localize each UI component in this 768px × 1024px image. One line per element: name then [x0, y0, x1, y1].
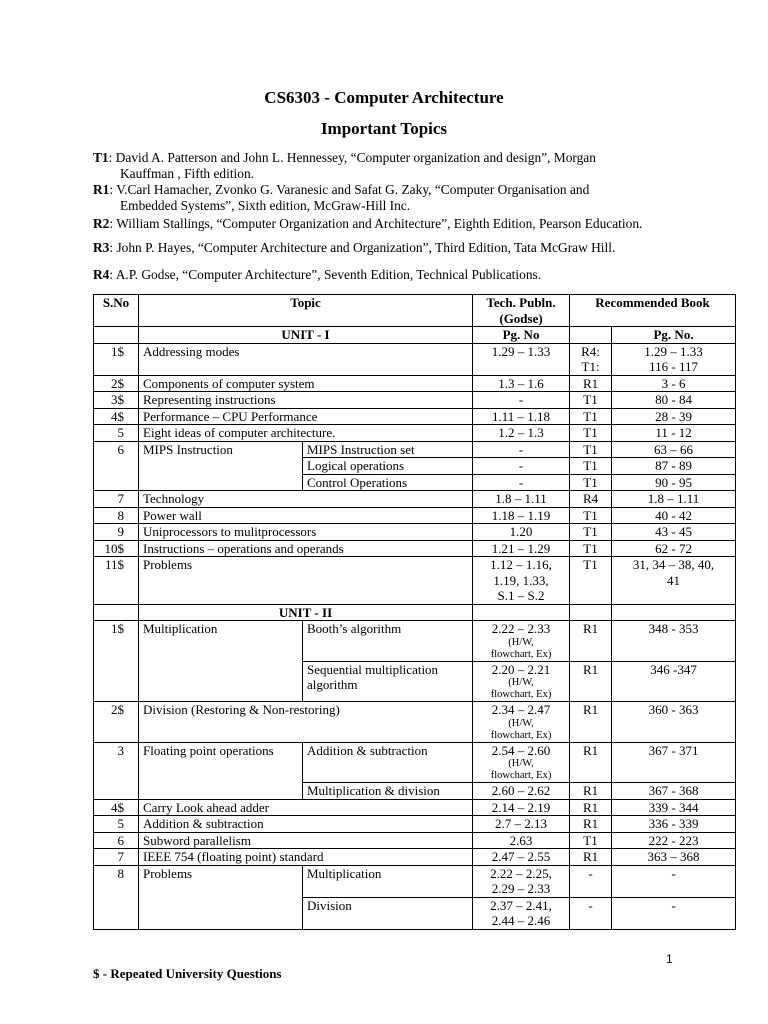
table-row: 5 Eight ideas of computer architecture. 1.2 – 1.3 T1 11 - 12 — [94, 425, 736, 442]
table-row: 6 MIPS Instruction MIPS Instruction set - T1 63 – 66 — [94, 441, 736, 458]
page-number: 1 — [666, 952, 673, 966]
reference-item: R1: V.Carl Hamacher, Zvonko G. Varanesic and Safat G. Zaky, “Computer Organisation and Embedded Systems”, Sixth edition, McGraw-Hill Inc. — [93, 182, 590, 213]
header-topic: Topic — [139, 295, 473, 327]
table-row: 10$ Instructions – operations and operands 1.21 – 1.29 T1 62 - 72 — [94, 540, 736, 557]
table-row: 4$ Carry Look ahead adder 2.14 – 2.19 R1 339 - 344 — [94, 799, 736, 816]
document-subtitle: Important Topics — [320, 119, 448, 138]
table-row: 2$ Components of computer system 1.3 – 1.6 R1 3 - 6 — [94, 375, 736, 392]
reference-item: R4: A.P. Godse, “Computer Architecture”, Seventh Edition, Technical Publications. — [93, 267, 542, 282]
reference-item: R3: John P. Hayes, “Computer Architecture and Organization”, Third Edition, Tata McGraw Hill. — [93, 240, 616, 255]
table-row: 8 Power wall 1.18 – 1.19 T1 40 - 42 — [94, 507, 736, 524]
table-row: 9 Uniprocessors to mulitprocessors 1.20 T1 43 - 45 — [94, 524, 736, 541]
table-row: 2$ Division (Restoring & Non-restoring) 2.34 – 2.47 (H/W, flowchart, Ex) R1 360 - 363 — [94, 702, 736, 743]
header-pg-no: Pg. No — [473, 327, 570, 344]
reference-item: T1: David A. Patterson and John L. Hennessey, “Computer organization and design”, Morgan Kauffman , Fifth edition. — [93, 150, 596, 181]
unit-heading-row — [94, 604, 736, 621]
table-row: Logical operations - T1 87 - 89 — [94, 458, 736, 475]
reference-item: R2: William Stallings, “Computer Organization and Architecture”, Eighth Edition, Pearson Education. — [93, 216, 643, 231]
header-pg-no-2: Pg. No. — [612, 327, 736, 344]
header-tech: Tech. Publn. (Godse) — [473, 295, 570, 327]
unit-2-heading: UNIT - II — [139, 604, 473, 621]
table-row: 7 IEEE 754 (floating point) standard 2.47 – 2.55 R1 363 – 368 — [94, 849, 736, 866]
table-row: 7 Technology 1.8 – 1.11 R4 1.8 – 1.11 — [94, 491, 736, 508]
table-row: Multiplication & division 2.60 – 2.62 R1 367 - 368 — [94, 783, 736, 800]
table-row: 1$ Addressing modes 1.29 – 1.33 R4: T1: 1.29 – 1.33 116 - 117 — [94, 343, 736, 375]
table-row: Sequential multiplication algorithm 2.20 – 2.21 (H/W, flowchart, Ex) R1 346 -347 — [94, 661, 736, 702]
table-row: 11$ Problems 1.12 – 1.16, 1.19, 1.33, S.1 – S.2 T1 31, 34 – 38, 40, 41 — [94, 557, 736, 605]
table-row: 8 Problems Multiplication 2.22 – 2.25, 2.29 – 2.33 - - — [94, 865, 736, 897]
unit-1-heading: UNIT - I — [139, 327, 473, 344]
table-row: 1$ Multiplication Booth’s algorithm 2.22 – 2.33 (H/W, flowchart, Ex) R1 348 - 353 — [94, 621, 736, 662]
table-row: Division 2.37 – 2.41, 2.44 – 2.46 - - — [94, 897, 736, 929]
references-list — [93, 150, 733, 290]
topics-table — [93, 294, 736, 930]
table-row: Control Operations - T1 90 - 95 — [94, 474, 736, 491]
table-row: 4$ Performance – CPU Performance 1.11 – 1.18 T1 28 - 39 — [94, 408, 736, 425]
document-title: CS6303 - Computer Architecture — [264, 88, 504, 107]
header-recommended-book: Recommended Book — [570, 295, 736, 327]
table-row: 3$ Representing instructions - T1 80 - 84 — [94, 392, 736, 409]
table-row: 6 Subword parallelism 2.63 T1 222 - 223 — [94, 832, 736, 849]
table-row: 3 Floating point operations Addition & subtraction 2.54 – 2.60 (H/W, flowchart, Ex) R1 367 - 371 — [94, 742, 736, 783]
header-sno: S.No — [94, 295, 139, 327]
footer-note: $ - Repeated University Questions — [93, 966, 282, 981]
table-header-row — [94, 295, 736, 327]
table-row: 5 Addition & subtraction 2.7 – 2.13 R1 336 - 339 — [94, 816, 736, 833]
unit-heading-row — [94, 327, 736, 344]
